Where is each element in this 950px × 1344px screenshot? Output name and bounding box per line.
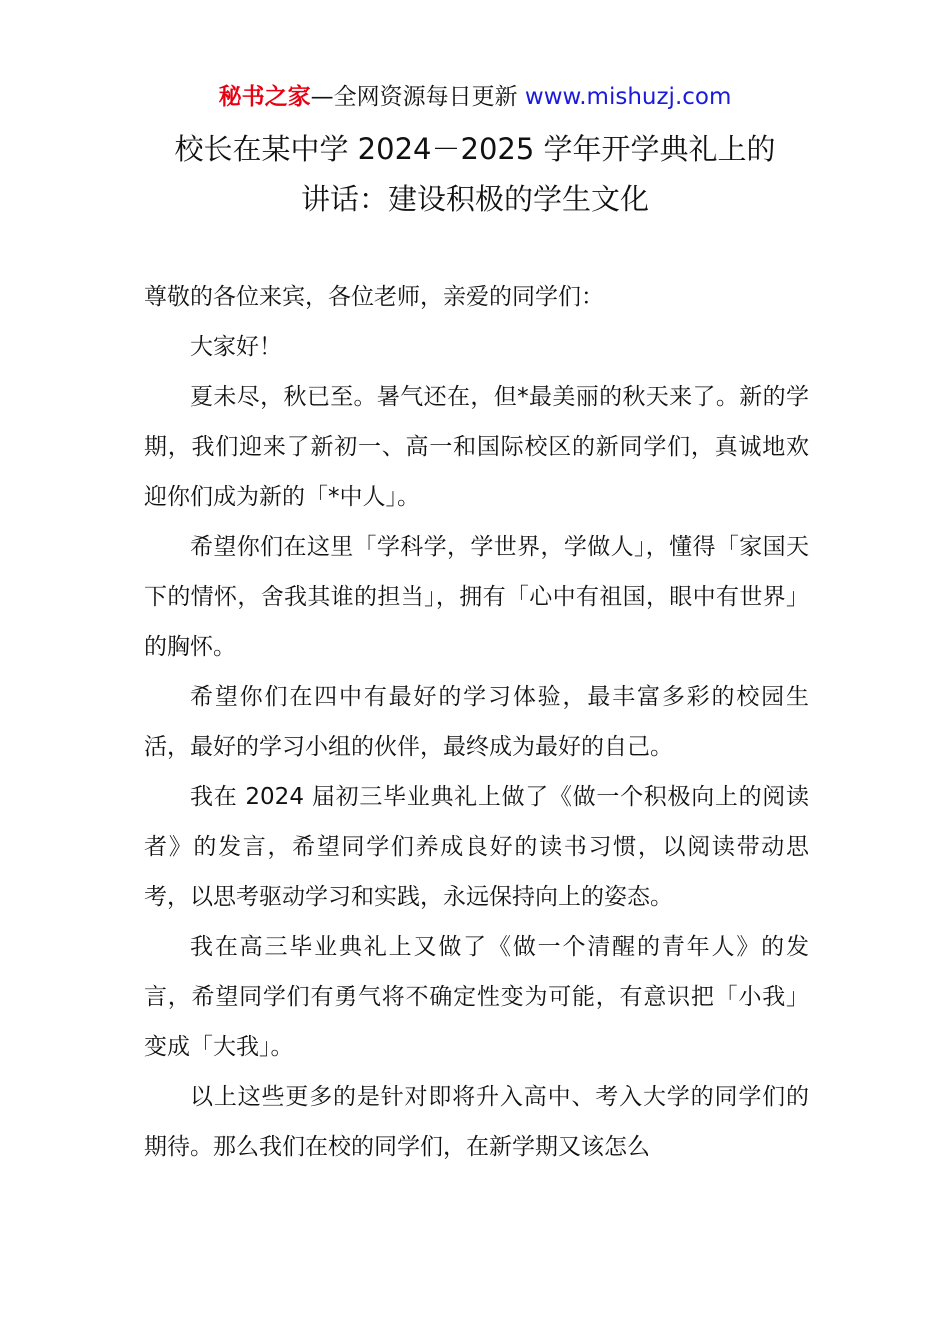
paragraph: 以上这些更多的是针对即将升入高中、考入大学的同学们的期待。那么我们在校的同学们，在新学期又该怎么: [144, 1084, 809, 1160]
paragraph: 我在 2024 届初三毕业典礼上做了《做一个积极向上的阅读者》的发言，希望同学们养成良好的读书习惯，以阅读带动思考，以思考驱动学习和实践，永远保持向上的姿态。: [144, 784, 809, 910]
document-title-line-1: 校长在某中学 2024－2025 学年开学典礼上的: [174, 132, 776, 166]
site-tagline: —全网资源每日更新: [310, 84, 525, 110]
site-url-link[interactable]: www.mishuzj.com: [524, 84, 732, 110]
paragraph: 希望你们在这里「学科学，学世界，学做人」，懂得「家国天下的情怀，舍我其谁的担当」，拥有「心中有祖国，眼中有世界」的胸怀。: [144, 534, 809, 660]
paragraph: 我在高三毕业典礼上又做了《做一个清醒的青年人》的发言，希望同学们有勇气将不确定性变为可能，有意识把「小我」变成「大我」。: [144, 934, 809, 1060]
document-title-line-2: 讲话：建设积极的学生文化: [300, 182, 649, 216]
paragraph: 夏未尽，秋已至。暑气还在，但*最美丽的秋天来了。新的学期，我们迎来了新初一、高一和国际校区的新同学们，真诚地欢迎你们成为新的「*中人」。: [144, 384, 809, 510]
salutation: 尊敬的各位来宾，各位老师，亲爱的同学们：: [144, 284, 604, 310]
paragraph: 希望你们在四中有最好的学习体验，最丰富多彩的校园生活，最好的学习小组的伙伴，最终成为最好的自己。: [144, 684, 809, 760]
site-brand: 秘书之家: [218, 84, 311, 110]
document-body: [144, 272, 809, 1172]
paragraph-greeting: 大家好！: [190, 334, 282, 360]
document-title: [0, 124, 950, 224]
site-header: [0, 80, 950, 114]
